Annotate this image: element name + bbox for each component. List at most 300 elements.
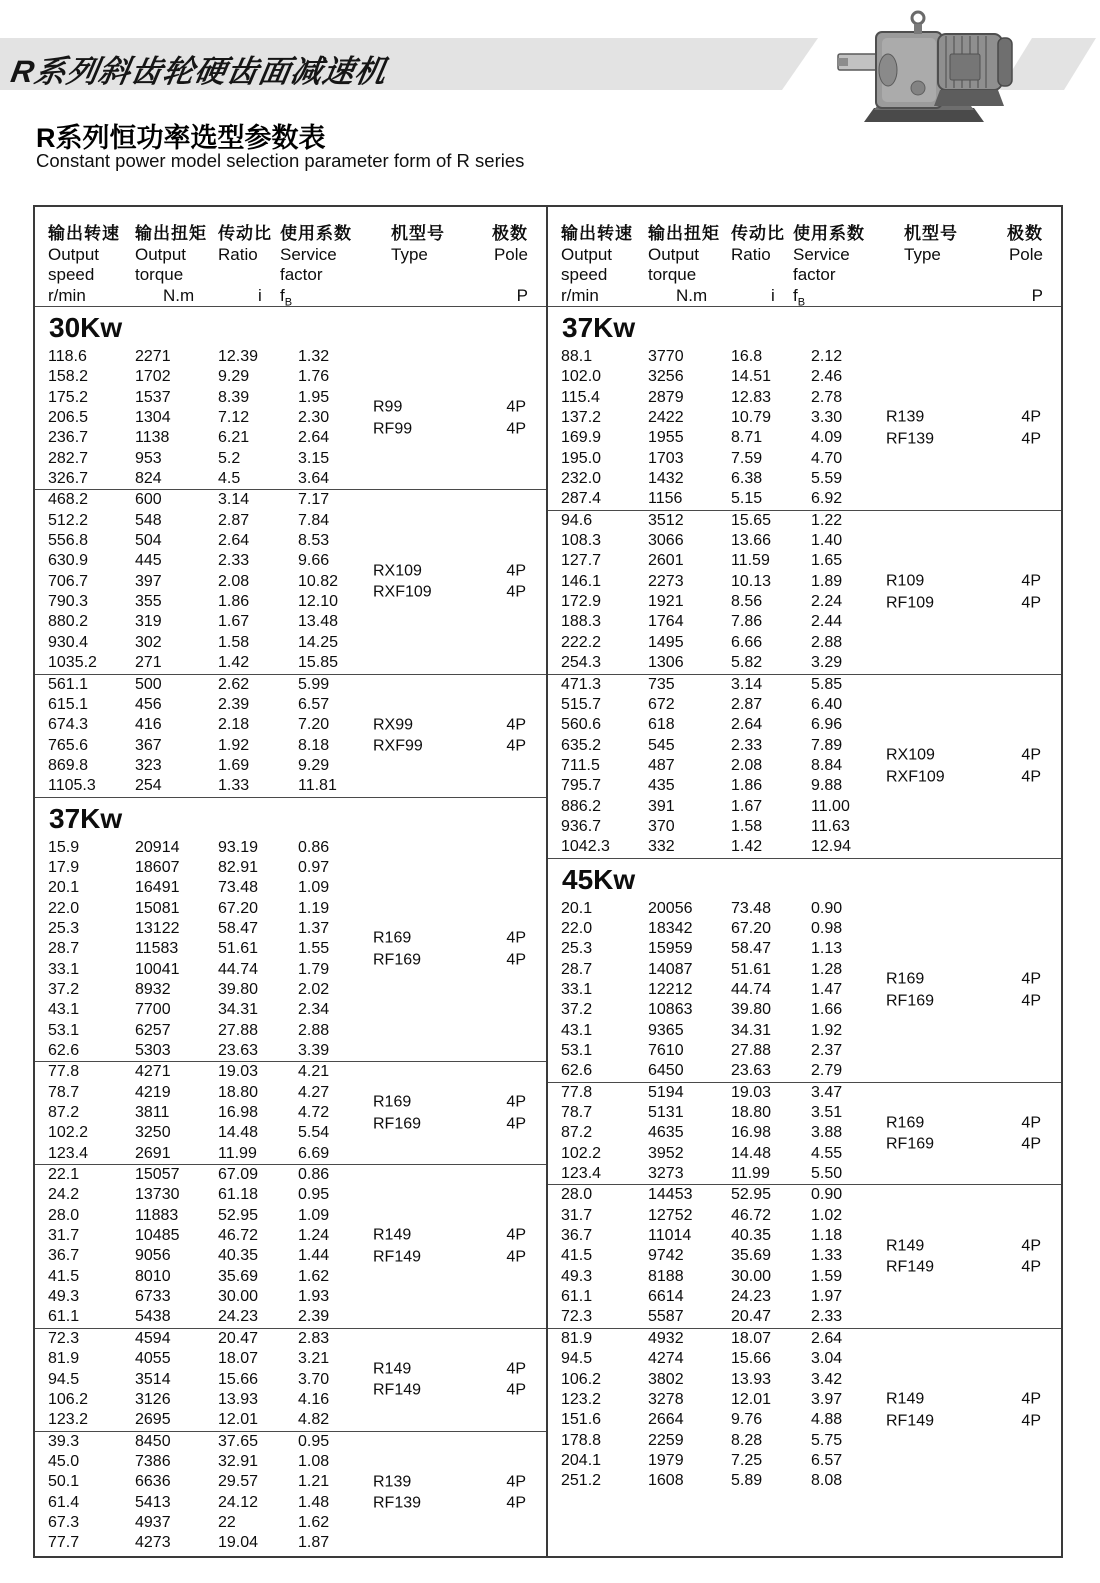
cell-ratio: 40.35 [218,1247,259,1265]
cell-output-torque: 14087 [648,960,693,978]
cell-ratio: 2.08 [731,756,763,774]
cell-ratio: 34.31 [731,1021,772,1039]
cell-service-factor: 2.37 [811,1042,843,1059]
table-row [548,939,1061,959]
cell-ratio: 11.59 [731,552,770,570]
cell-ratio: 40.35 [731,1227,772,1245]
cell-service-factor: 1.21 [298,1473,330,1491]
cell-output-speed: 556.8 [48,532,89,550]
cell-ratio: 1.58 [731,817,763,835]
cell-service-factor: 3.30 [811,409,843,427]
cell-output-speed: 886.2 [561,797,602,815]
group-type-pole [373,560,546,603]
cell-output-speed: 282.7 [48,449,89,467]
cell-ratio: 2.64 [731,716,763,734]
cell-output-torque: 9742 [648,1247,684,1265]
cell-output-speed: 61.1 [561,1288,593,1306]
pole-label: 4P [1021,408,1041,426]
cell-output-torque: 5587 [648,1308,684,1326]
cell-ratio: 16.98 [731,1124,772,1142]
cell-service-factor: 3.88 [811,1124,843,1142]
cell-output-torque: 1156 [648,490,683,508]
cell-output-speed: 222.2 [561,633,602,651]
cell-service-factor: 3.64 [298,470,330,488]
cell-ratio: 1.67 [731,797,763,815]
cell-service-factor: 8.53 [298,532,330,550]
cell-ratio: 35.69 [731,1247,772,1265]
cell-output-speed: 869.8 [48,756,89,774]
cell-service-factor: 1.28 [811,960,843,978]
type-label: RF139 [886,430,935,448]
table-row [35,347,546,367]
cell-ratio: 7.25 [731,1451,763,1469]
cell-service-factor: 4.88 [811,1411,843,1429]
cell-service-factor: 13.48 [298,613,339,631]
table-row [35,1329,546,1349]
cell-output-speed: 53.1 [561,1042,593,1059]
cell-ratio: 12.39 [218,348,259,365]
cell-output-torque: 2273 [648,572,684,590]
cell-ratio: 6.21 [218,429,250,447]
cell-ratio: 51.61 [218,940,259,958]
cell-output-torque: 1703 [648,449,684,467]
cell-service-factor: 5.54 [298,1124,330,1142]
table-left-body [35,307,546,1554]
type-pole-row [886,1235,1061,1257]
table-row [35,1533,546,1553]
table-right-half [548,207,1061,1556]
cell-ratio: 30.00 [731,1267,772,1285]
cell-output-speed: 77.7 [48,1534,80,1552]
group-type-pole [886,969,1061,1012]
table-row [35,756,546,776]
cell-output-speed: 102.2 [561,1144,602,1162]
type-pole-row [373,1092,546,1114]
type-label: R169 [886,1114,925,1132]
table-row [35,1165,546,1185]
group-type-pole [886,571,1061,614]
cell-output-torque: 6450 [648,1062,684,1080]
cell-ratio: 30.00 [218,1288,259,1306]
table-header [35,207,546,307]
cell-output-speed: 87.2 [48,1104,80,1122]
cell-ratio: 18.07 [731,1329,772,1347]
cell-output-torque: 11883 [135,1206,179,1224]
type-pole-row [886,766,1061,788]
cell-ratio: 6.66 [731,633,763,651]
cell-ratio: 5.2 [218,449,241,467]
cell-service-factor: 0.95 [298,1432,330,1450]
section-power-label: 45Kw [562,863,636,895]
cell-service-factor: 10.82 [298,572,339,590]
power-section [35,797,546,1554]
cell-output-speed: 15.9 [48,838,80,856]
table-row [548,531,1061,551]
column-header-type: 机型号 Type [391,224,445,264]
cell-output-torque: 487 [648,756,675,774]
cell-output-torque: 2422 [648,409,684,427]
row-group [548,510,1061,674]
pole-label: 4P [506,951,526,969]
table-row [548,837,1061,857]
cell-service-factor: 2.78 [811,388,843,406]
table-row [35,612,546,632]
cell-service-factor: 2.39 [298,1308,330,1326]
cell-service-factor: 11.00 [811,797,850,815]
pole-label: 4P [506,1494,526,1512]
cell-service-factor: 4.82 [298,1411,330,1429]
cell-service-factor: 8.18 [298,736,330,754]
cell-output-torque: 20914 [135,838,180,856]
cell-service-factor: 4.72 [298,1104,330,1122]
cell-output-speed: 94.6 [561,511,593,529]
cell-service-factor: 4.09 [811,429,843,447]
cell-service-factor: 1.09 [298,879,330,897]
cell-ratio: 58.47 [218,919,259,937]
cell-output-torque: 3256 [648,368,684,386]
type-pole-row [886,1389,1061,1411]
cell-output-torque: 319 [135,613,162,631]
cell-ratio: 61.18 [218,1186,259,1204]
cell-service-factor: 1.76 [298,368,330,386]
table-row [548,899,1061,919]
cell-service-factor: 9.66 [298,552,330,570]
cell-ratio: 11.99 [731,1165,770,1183]
group-type-pole [373,928,546,971]
type-label: R169 [886,970,925,988]
cell-output-speed: 175.2 [48,388,89,406]
cell-output-torque: 16491 [135,879,180,897]
cell-ratio: 15.66 [218,1370,259,1388]
cell-service-factor: 7.84 [298,511,330,529]
type-pole-row [373,1225,546,1247]
table-row [548,1041,1061,1061]
cell-ratio: 18.80 [731,1104,772,1122]
cell-service-factor: 2.46 [811,368,843,386]
cell-service-factor: 1.62 [298,1267,330,1285]
type-pole-row [373,1380,546,1402]
cell-output-speed: 78.7 [561,1104,593,1122]
cell-output-speed: 61.4 [48,1493,80,1511]
table-row [35,653,546,673]
table-row [35,675,546,695]
cell-output-torque: 13122 [135,919,180,937]
cell-output-speed: 169.9 [561,429,602,447]
cell-service-factor: 8.08 [811,1472,843,1490]
cell-output-speed: 24.2 [48,1186,80,1204]
cell-service-factor: 6.92 [811,490,843,508]
cell-output-torque: 3770 [648,348,684,365]
cell-output-speed: 20.1 [48,879,80,897]
pole-label: 4P [1021,768,1041,786]
type-label: RXF109 [373,583,432,601]
cell-service-factor: 3.70 [298,1370,330,1388]
table-row [35,899,546,919]
cell-output-speed: 37.2 [48,980,80,998]
row-group [548,1328,1061,1492]
pole-label: 4P [506,562,526,580]
table-row [35,1287,546,1307]
column-header-service-factor: 使用系数 Service factor $f_B$ [280,224,352,308]
cell-ratio: 73.48 [218,879,259,897]
cell-service-factor: 0.95 [298,1186,330,1204]
cell-output-torque: 5303 [135,1042,171,1059]
cell-output-torque: 8188 [648,1267,684,1285]
type-label: RF149 [886,1258,935,1276]
cell-output-speed: 930.4 [48,633,89,651]
row-group [548,347,1061,510]
section-power-label: 37Kw [49,802,123,834]
type-label: R149 [373,1226,412,1244]
cell-output-torque: 14453 [648,1186,693,1204]
cell-output-speed: 1035.2 [48,654,97,672]
cell-output-speed: 936.7 [561,817,602,835]
cell-output-torque: 1702 [135,368,171,386]
cell-ratio: 1.86 [218,593,250,611]
cell-service-factor: 1.40 [811,532,843,550]
cell-ratio: 24.23 [731,1288,772,1306]
cell-ratio: 18.80 [218,1083,259,1101]
row-group [35,1328,546,1431]
column-header-output-torque: 输出扭矩 Output torque N.m [135,224,207,305]
cell-output-torque: 416 [135,716,162,734]
type-pole-row [373,1493,546,1515]
cell-output-speed: 41.5 [48,1267,80,1285]
cell-service-factor: 2.64 [811,1329,843,1347]
cell-ratio: 14.51 [731,368,772,386]
power-section [548,858,1061,1492]
cell-output-speed: 62.6 [561,1062,593,1080]
cell-output-speed: 1042.3 [561,838,610,856]
cell-output-speed: 31.7 [48,1227,80,1245]
cell-service-factor: 5.75 [811,1431,843,1449]
cell-output-torque: 7610 [648,1042,684,1059]
cell-service-factor: 0.86 [298,1166,330,1184]
cell-service-factor: 14.25 [298,633,339,651]
cell-service-factor: 7.17 [298,491,330,509]
type-pole-row [886,1112,1061,1134]
column-header-pole: 极数 Pole P [492,224,528,305]
cell-output-torque: 2601 [648,552,684,570]
cell-output-speed: 711.5 [561,756,600,774]
pole-label: 4P [1021,746,1041,764]
cell-output-torque: 1537 [135,388,171,406]
cell-service-factor: 2.24 [811,593,843,611]
pole-label: 4P [506,1093,526,1111]
type-label: RF99 [373,420,413,438]
cell-ratio: 1.33 [218,777,250,795]
cell-output-torque: 3250 [135,1124,171,1142]
cell-ratio: 5.82 [731,654,763,672]
cell-output-speed: 81.9 [48,1350,80,1368]
table-row [548,633,1061,653]
cell-output-torque: 254 [135,777,162,795]
type-label: RX99 [373,716,414,734]
cell-output-torque: 323 [135,756,162,774]
type-label: RXF99 [373,737,423,755]
cell-service-factor: 9.88 [811,777,843,795]
cell-output-torque: 10863 [648,1001,693,1019]
table-row [35,1410,546,1430]
cell-ratio: 7.59 [731,449,763,467]
cell-output-speed: 123.4 [48,1144,89,1162]
table-row [548,675,1061,695]
cell-service-factor: 6.96 [811,716,843,734]
table-row [35,980,546,1000]
cell-ratio: 19.03 [218,1063,259,1081]
type-pole-row [373,418,546,440]
cell-output-speed: 471.3 [561,675,602,693]
table-row [548,1307,1061,1327]
cell-ratio: 13.93 [218,1390,259,1408]
cell-output-speed: 158.2 [48,368,89,386]
cell-output-torque: 1979 [648,1451,684,1469]
pole-label: 4P [506,583,526,601]
cell-ratio: 2.33 [731,736,763,754]
table-row [548,1329,1061,1349]
table-row [548,551,1061,571]
cell-service-factor: 1.93 [298,1288,330,1306]
cell-ratio: 7.12 [218,409,250,427]
pole-label: 4P [1021,1390,1041,1408]
cell-service-factor: 5.50 [811,1165,843,1183]
cell-ratio: 19.04 [218,1534,259,1552]
cell-output-speed: 137.2 [561,409,602,427]
table-row [35,449,546,469]
table-row [35,367,546,387]
column-header-output-torque: 输出扭矩 Output torque N.m [648,224,720,305]
cell-service-factor: 6.40 [811,695,843,713]
cell-ratio: 22 [218,1513,236,1531]
table-row [548,612,1061,632]
pole-label: 4P [506,1473,526,1491]
table-row [35,838,546,858]
row-group [548,1082,1061,1185]
cell-output-speed: 28.7 [561,960,593,978]
table-row [35,1206,546,1226]
cell-ratio: 12.01 [218,1411,259,1429]
cell-service-factor: 1.95 [298,388,330,406]
cell-output-torque: 735 [648,675,675,693]
group-type-pole [886,1112,1061,1155]
cell-service-factor: 1.65 [811,552,843,570]
cell-service-factor: 1.44 [298,1247,330,1265]
cell-service-factor: 1.89 [811,572,843,590]
cell-service-factor: 2.88 [298,1021,330,1039]
cell-service-factor: 1.37 [298,919,330,937]
row-group [35,489,546,673]
cell-service-factor: 2.34 [298,1001,330,1019]
table-row [548,1471,1061,1491]
page-title: R系列恒功率选型参数表 [36,123,326,153]
table-row [548,695,1061,715]
cell-output-speed: 108.3 [561,532,602,550]
cell-output-speed: 22.0 [561,919,593,937]
cell-service-factor: 3.47 [811,1083,843,1101]
cell-output-torque: 332 [648,838,675,856]
type-label: RF149 [373,1248,422,1266]
cell-output-speed: 287.4 [561,490,602,508]
cell-service-factor: 2.88 [811,633,843,651]
cell-output-torque: 4937 [135,1513,171,1531]
cell-ratio: 1.58 [218,633,250,651]
cell-output-torque: 4219 [135,1083,171,1101]
column-header-type: 机型号 Type [904,224,958,264]
cell-service-factor: 4.55 [811,1144,843,1162]
cell-service-factor: 1.66 [811,1001,843,1019]
table-row [35,1021,546,1041]
cell-output-speed: 61.1 [48,1308,80,1326]
cell-output-speed: 115.4 [561,388,600,406]
cell-output-torque: 618 [648,716,675,734]
cell-output-torque: 4273 [135,1534,171,1552]
cell-output-speed: 25.3 [561,940,593,958]
cell-output-torque: 3512 [648,511,684,529]
pole-label: 4P [506,1360,526,1378]
cell-ratio: 9.76 [731,1411,763,1429]
cell-service-factor: 15.85 [298,654,339,672]
pole-label: 4P [1021,1258,1041,1276]
type-pole-row [373,1358,546,1380]
table-row [35,511,546,531]
cell-service-factor: 3.15 [298,449,330,467]
cell-output-torque: 2664 [648,1411,684,1429]
cell-output-speed: 118.6 [48,348,87,365]
group-type-pole [373,714,546,757]
table-row [35,776,546,796]
cell-output-speed: 172.9 [561,593,602,611]
table-row [35,1041,546,1061]
table-row [35,1267,546,1287]
cell-output-torque: 456 [135,695,162,713]
cell-service-factor: 0.86 [298,838,330,856]
section-power-label: 30Kw [49,312,123,343]
cell-output-torque: 11014 [648,1227,692,1245]
cell-output-speed: 77.8 [48,1063,80,1081]
cell-ratio: 8.28 [731,1431,763,1449]
cell-service-factor: 1.24 [298,1227,330,1245]
pole-label: 4P [1021,594,1041,612]
cell-service-factor: 1.48 [298,1493,330,1511]
cell-ratio: 2.39 [218,695,250,713]
cell-service-factor: 4.27 [298,1083,330,1101]
cell-output-speed: 31.7 [561,1206,593,1224]
cell-service-factor: 1.79 [298,960,330,978]
cell-output-speed: 94.5 [561,1350,593,1368]
cell-ratio: 24.23 [218,1308,259,1326]
cell-service-factor: 1.33 [811,1247,843,1265]
section-power-label: 37Kw [562,312,636,343]
cell-service-factor: 1.55 [298,940,330,958]
cell-output-torque: 8010 [135,1267,171,1285]
cell-service-factor: 0.90 [811,899,843,917]
cell-output-speed: 790.3 [48,593,89,611]
cell-ratio: 8.56 [731,593,763,611]
cell-service-factor: 1.08 [298,1452,330,1470]
table-row [548,388,1061,408]
type-pole-row [373,1471,546,1493]
cell-ratio: 3.14 [731,675,763,693]
cell-service-factor: 1.59 [811,1267,843,1285]
cell-output-torque: 2271 [135,348,171,365]
pole-label: 4P [506,737,526,755]
cell-output-speed: 50.1 [48,1473,80,1491]
pole-label: 4P [506,1226,526,1244]
type-pole-row [886,428,1061,450]
cell-ratio: 93.19 [218,838,259,856]
cell-ratio: 46.72 [218,1227,259,1245]
cell-ratio: 20.47 [218,1329,259,1347]
